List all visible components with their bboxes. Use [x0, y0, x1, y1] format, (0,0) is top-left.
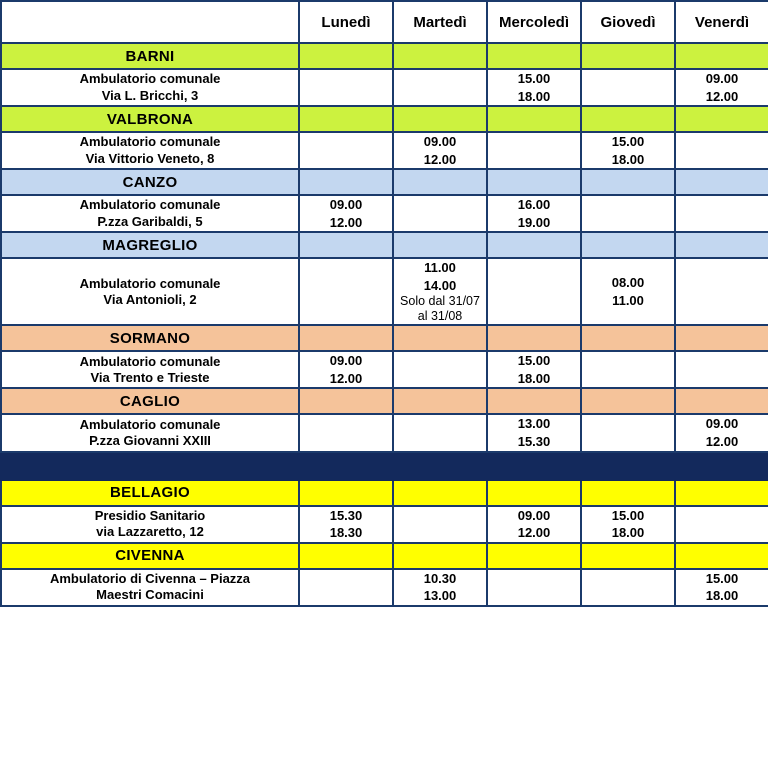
town-band-cell: [393, 169, 487, 195]
time-slot-cell: [299, 569, 393, 606]
facility-address: [1, 69, 299, 106]
time-value: 18.00: [705, 588, 739, 604]
table-header-row: [1, 1, 768, 43]
facility-name: Presidio Sanitario: [94, 507, 206, 523]
time-slot-cell: [675, 414, 768, 451]
time-value: 09.00: [705, 416, 739, 432]
town-name: CAGLIO: [1, 388, 299, 414]
time-slot-cell: [393, 132, 487, 169]
time-slot-cell: [487, 506, 581, 543]
time-value: 11.00: [424, 260, 456, 276]
time-slot-cell: [299, 69, 393, 106]
time-value: 15.00: [517, 71, 551, 86]
facility-street: Via Vittorio Veneto, 8: [85, 150, 215, 166]
town-band-cell: [299, 232, 393, 258]
facility-address: [1, 351, 299, 388]
time-value: 18.30: [329, 525, 363, 541]
town-band-cell: [675, 543, 768, 569]
town-row: [1, 106, 768, 132]
facility-name: Ambulatorio comunale: [79, 71, 221, 87]
time-slot-cell: [487, 569, 581, 606]
time-slot-cell: [581, 569, 675, 606]
time-slot-cell: [299, 351, 393, 388]
town-band-cell: [675, 480, 768, 506]
town-band-cell: [675, 232, 768, 258]
time-slot-cell: [393, 69, 487, 106]
town-band-cell: [675, 169, 768, 195]
time-value: 15.30: [329, 507, 363, 523]
day-header-3: Mercoledì: [487, 1, 581, 43]
time-slot-cell: [299, 506, 393, 543]
day-header-5: Venerdì: [675, 1, 768, 43]
town-band-cell: [393, 543, 487, 569]
facility-street: P.zza Garibaldi, 5: [97, 213, 203, 229]
time-value: 09.00: [329, 353, 363, 369]
time-slot-cell: [487, 132, 581, 169]
town-band-cell: [299, 43, 393, 69]
table-row: [1, 506, 768, 543]
facility-address: [1, 258, 299, 325]
time-slot-cell: [675, 351, 768, 388]
facility-street: Via Trento e Trieste: [90, 369, 210, 385]
time-value: 13.00: [423, 588, 457, 604]
time-slot-cell: [675, 258, 768, 325]
separator-cell: [675, 452, 768, 480]
time-value: 15.00: [705, 570, 739, 586]
town-row: [1, 543, 768, 569]
time-value: 09.00: [705, 71, 739, 86]
time-slot-cell: [581, 506, 675, 543]
town-row: [1, 169, 768, 195]
time-value: 12.00: [423, 151, 457, 167]
time-value: 14.00: [423, 277, 457, 293]
time-slot-cell: [393, 351, 487, 388]
time-value: 11.00: [612, 292, 644, 308]
time-slot-cell: [299, 258, 393, 325]
town-row: [1, 480, 768, 506]
table-row: [1, 351, 768, 388]
day-header-1: Lunedì: [299, 1, 393, 43]
town-band-cell: [299, 543, 393, 569]
town-band-cell: [299, 169, 393, 195]
time-slot-cell: [581, 414, 675, 451]
town-row: [1, 325, 768, 351]
time-value: 12.00: [705, 88, 739, 104]
time-value: 18.00: [611, 525, 645, 541]
town-band-cell: [299, 388, 393, 414]
time-value: 15.00: [611, 507, 645, 523]
town-band-cell: [581, 43, 675, 69]
table-row: [1, 195, 768, 232]
time-value: 15.00: [611, 134, 645, 150]
town-band-cell: [581, 106, 675, 132]
facility-street: via Lazzaretto, 12: [96, 524, 204, 540]
town-band-cell: [299, 325, 393, 351]
town-band-cell: [581, 388, 675, 414]
time-slot-cell: [299, 414, 393, 451]
town-band-cell: [675, 325, 768, 351]
facility-address: [1, 195, 299, 232]
town-row: [1, 388, 768, 414]
town-name: CIVENNA: [1, 543, 299, 569]
town-band-cell: [299, 106, 393, 132]
time-slot-cell: [675, 132, 768, 169]
facility-street: P.zza Giovanni XXIII: [89, 433, 211, 449]
table-row: [1, 569, 768, 606]
town-band-cell: [487, 325, 581, 351]
slot-note: Solo dal 31/07 al 31/08: [400, 294, 480, 324]
time-value: 09.00: [517, 507, 551, 523]
time-value: 12.00: [329, 214, 363, 230]
town-band-cell: [675, 388, 768, 414]
time-slot-cell: [487, 351, 581, 388]
town-row: [1, 43, 768, 69]
town-band-cell: [393, 480, 487, 506]
table-row: [1, 69, 768, 106]
time-slot-cell: [393, 195, 487, 232]
time-value: 13.00: [517, 416, 551, 432]
table-row: [1, 414, 768, 451]
time-value: 09.00: [329, 197, 363, 213]
day-header-4: Giovedì: [581, 1, 675, 43]
time-value: 12.00: [705, 434, 739, 450]
town-band-cell: [487, 388, 581, 414]
town-band-cell: [487, 543, 581, 569]
town-band-cell: [393, 43, 487, 69]
facility-name: Ambulatorio comunale: [79, 197, 221, 213]
town-band-cell: [487, 169, 581, 195]
time-slot-cell: [393, 258, 487, 325]
time-value: 12.00: [517, 525, 551, 541]
facility-name: Ambulatorio di Civenna – Piazza: [49, 570, 251, 586]
separator-cell: [581, 452, 675, 480]
time-value: 08.00: [611, 275, 645, 291]
time-slot-cell: [393, 569, 487, 606]
town-band-cell: [299, 480, 393, 506]
time-value: 09.00: [423, 134, 457, 150]
town-band-cell: [581, 232, 675, 258]
time-slot-cell: [487, 258, 581, 325]
header-corner-cell: [1, 1, 299, 43]
facility-name: Ambulatorio comunale: [79, 134, 221, 150]
town-band-cell: [675, 43, 768, 69]
day-header-2: Martedì: [393, 1, 487, 43]
time-slot-cell: [299, 195, 393, 232]
time-slot-cell: [487, 195, 581, 232]
facility-address: [1, 569, 299, 606]
time-slot-cell: [393, 506, 487, 543]
town-band-cell: [393, 325, 487, 351]
time-value: 12.00: [329, 370, 363, 386]
town-band-cell: [675, 106, 768, 132]
time-slot-cell: [581, 351, 675, 388]
time-slot-cell: [581, 195, 675, 232]
time-value: 16.00: [517, 197, 551, 213]
time-slot-cell: [675, 69, 768, 106]
time-value: 18.00: [517, 370, 551, 386]
separator-cell: [1, 452, 299, 480]
time-slot-cell: [393, 414, 487, 451]
time-slot-cell: [675, 506, 768, 543]
facility-name: Ambulatorio comunale: [79, 353, 221, 369]
time-slot-cell: [487, 414, 581, 451]
table-row: [1, 258, 768, 325]
town-name: VALBRONA: [1, 106, 299, 132]
time-slot-cell: [299, 132, 393, 169]
facility-name: Ambulatorio comunale: [79, 275, 221, 291]
town-band-cell: [487, 480, 581, 506]
time-value: 18.00: [517, 88, 551, 104]
facility-street: Via L. Bricchi, 3: [101, 87, 199, 103]
time-slot-cell: [487, 69, 581, 106]
facility-street: Maestri Comacini: [96, 587, 204, 603]
time-slot-cell: [581, 132, 675, 169]
town-band-cell: [393, 106, 487, 132]
town-name: SORMANO: [1, 325, 299, 351]
facility-street: Via Antonioli, 2: [103, 291, 197, 307]
table-row: [1, 132, 768, 169]
facility-address: [1, 506, 299, 543]
town-band-cell: [581, 325, 675, 351]
facility-address: [1, 414, 299, 451]
town-name: MAGREGLIO: [1, 232, 299, 258]
town-band-cell: [581, 169, 675, 195]
time-slot-cell: [581, 258, 675, 325]
time-value: 15.00: [517, 353, 551, 369]
town-name: BARNI: [1, 43, 299, 69]
town-band-cell: [487, 43, 581, 69]
facility-name: Ambulatorio comunale: [79, 416, 221, 432]
separator-cell: [299, 452, 393, 480]
time-value: 19.00: [517, 214, 551, 230]
separator-cell: [393, 452, 487, 480]
town-band-cell: [487, 232, 581, 258]
time-value: 10.30: [423, 570, 457, 586]
time-value: 15.30: [517, 434, 551, 450]
time-slot-cell: [581, 69, 675, 106]
time-value: 18.00: [611, 151, 645, 167]
town-band-cell: [393, 232, 487, 258]
town-band-cell: [393, 388, 487, 414]
facility-address: [1, 132, 299, 169]
town-row: [1, 232, 768, 258]
town-band-cell: [487, 106, 581, 132]
separator-cell: [487, 452, 581, 480]
time-slot-cell: [675, 195, 768, 232]
town-band-cell: [581, 480, 675, 506]
town-name: BELLAGIO: [1, 480, 299, 506]
section-separator: [1, 452, 768, 480]
time-slot-cell: [675, 569, 768, 606]
town-name: CANZO: [1, 169, 299, 195]
town-band-cell: [581, 543, 675, 569]
